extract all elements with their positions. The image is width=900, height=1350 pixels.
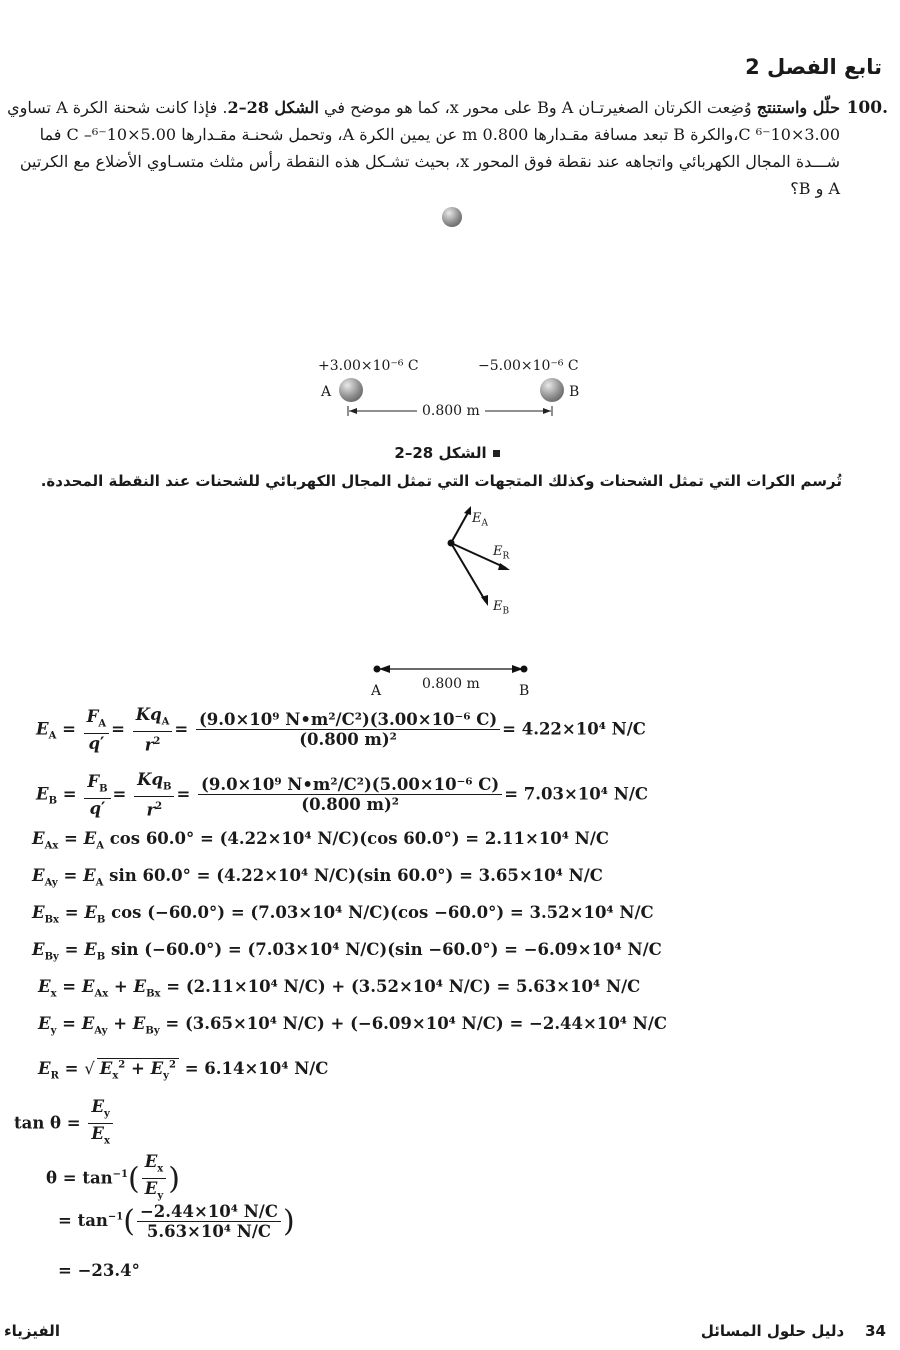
figure-caption: [0, 444, 900, 462]
equation-eay: $E_{Ay} = E_A$ sin 60.0° = (4.22×10⁴ N/C)(sin 60.0°) = 3.65×10⁴ N/C: [32, 866, 603, 889]
equation-theta: $\theta = \tan^{-1}$( $\frac{E_x}{E_y}$ ): [46, 1152, 180, 1206]
theta-values-ratio: $\frac{\text{−2.44×10⁴ N/C}}{\text{5.63×10⁴ N/C}}$: [137, 1202, 281, 1241]
drawing-note: تُرسم الكرات التي تمثل الشحنات وكذلك المتجهات التي تمثل المجال الكهربائي للشحنات عند النقطة المحددة.: [40, 472, 842, 490]
caption-bullet: [493, 450, 500, 457]
equation-ebx: $E_{Bx} = E_B$ cos (−60.0°) = (7.03×10⁴ N/C)(cos −60.0°) = 3.52×10⁴ N/C: [32, 903, 654, 926]
sphere-b: [540, 378, 564, 402]
footer-book: [701, 1322, 886, 1340]
question-body-1: وُضِعت الكرتان الصغيرتـان A وB على محور x، كما هو موضح في: [318, 98, 757, 117]
ea-vector-label: $E_A$: [472, 511, 488, 529]
charge-b-label: −5.00×10⁻⁶ C: [478, 358, 579, 374]
book-title: دليل حلول المسائل: [700, 1322, 845, 1340]
diagram-distance-label: 0.800 m: [422, 676, 480, 692]
caption-text: الشكل 28–2: [394, 444, 487, 462]
fb-over-q: $\frac{F_B}{q'}$: [84, 772, 110, 818]
kqa-over-r2: $\frac{Kq_A}{r^2}$: [133, 705, 173, 755]
equation-eax: $E_{Ax} = E_A$ cos 60.0° = (4.22×10⁴ N/C)(cos 60.0°) = 2.11×10⁴ N/C: [32, 829, 610, 852]
equation-eby: $E_{By} = E_B$ sin (−60.0°) = (7.03×10⁴ N/C)(sin −60.0°) = −6.09×10⁴ N/C: [32, 940, 662, 963]
charge-a-label: +3.00×10⁻⁶ C: [318, 358, 419, 374]
eb-calculation: $\frac{\text{(9.0×10⁹ N•m²/C²)(5.00×10⁻⁶ C)}}{\text{(0.800 m)²}}$: [198, 775, 502, 814]
equation-ex: $E_x = E_{Ax} + E_{Bx} = (2.11\times 10^4$ N/C) + (3.52×10⁴ N/C) = 5.63×10⁴ N/C: [38, 977, 641, 1000]
sphere-a: [339, 378, 363, 402]
question-lead: حلّل واستنتج: [756, 98, 840, 117]
distance-label: 0.800 m: [422, 403, 480, 419]
diagram-label-b: B: [519, 683, 530, 699]
equation-eb: $E_B$ = $\frac{F_B}{q'}$ = $\frac{Kq_B}{r^2}$ = $\frac{\text{(9.0×10⁹ N•m²/C²)(5.00×10⁻⁶ C)}}{\text{(0.800 m)²}}$ = 7.03×10⁴ N/C: [36, 770, 648, 820]
figure-reference: الشكل 28–2: [227, 98, 319, 117]
er-vector-label: $E_R$: [493, 544, 510, 562]
question-body-2: . فإذا كانت شحنة الكرة A تساوي 3.00×10⁻⁶ C،والكرة B تبعد مسافة مقـدارها 0.800 m عن يمين الكرة A، وتحمل شحنـة مقـدارها 5.00×10⁻⁶– C فما شـــدة المجال الكهربائي واتجاهه عند نقطة فوق المحور x، بحيث تشـكل هذه النقطة رأس مثلث متسـاوي الأضلاع مع الكرتين A و B؟: [7, 98, 840, 198]
equation-tan-theta: tan θ = $\frac{E_y}{E_x}$: [14, 1097, 115, 1151]
ab-distance-line: [370, 662, 532, 676]
equation-theta-result: = −23.4°: [58, 1261, 140, 1280]
sphere-b-letter: B: [569, 384, 580, 400]
sphere-a-letter: A: [321, 384, 332, 400]
footer-subject: الفيزياء: [4, 1322, 60, 1340]
kqb-over-r2: $\frac{Kq_B}{r^2}$: [134, 770, 174, 820]
eb-vector-label: $E_B$: [493, 599, 510, 617]
equation-ey: $E_y = E_{Ay} + E_{By} = (3.65\times 10^4$ N/C) + (−6.09×10⁴ N/C) = −2.44×10⁴ N/C: [38, 1014, 668, 1037]
sqrt-radicand: $E_x^2 + E_y^2$: [97, 1058, 179, 1081]
fa-over-q: $\frac{F_A}{q'}$: [84, 707, 109, 753]
question-number: 100.: [846, 98, 888, 118]
chapter-header: تابع الفصل 2: [745, 55, 882, 79]
theta-ratio: $\frac{E_x}{E_y}$: [142, 1152, 167, 1206]
page-number: 34: [865, 1322, 886, 1340]
ea-calculation: $\frac{\text{(9.0×10⁹ N•m²/C²)(3.00×10⁻⁶ C)}}{\text{(0.800 m)²}}$: [196, 710, 500, 749]
equation-ea: $E_A$ = $\frac{F_A}{q'}$ = $\frac{Kq_A}{r^2}$ = $\frac{\text{(9.0×10⁹ N•m²/C²)(3.00×10⁻⁶ C)}}{\text{(0.800 m)²}}$ = 4.22×10⁴ N/C: [36, 705, 646, 755]
diagram-label-a: A: [371, 683, 382, 699]
equation-theta-values: = $\tan^{-1}$( $\frac{\text{−2.44×10⁴ N/C}}{\text{5.63×10⁴ N/C}}$ ): [58, 1202, 295, 1241]
question-text: [4, 94, 840, 202]
ey-over-ex: $\frac{E_y}{E_x}$: [88, 1097, 113, 1151]
equation-er: $E_R$ = √ $E_x^2 + E_y^2 = 6.14\times 10^4$ N/C: [38, 1059, 329, 1082]
decorative-sphere: [442, 207, 462, 227]
